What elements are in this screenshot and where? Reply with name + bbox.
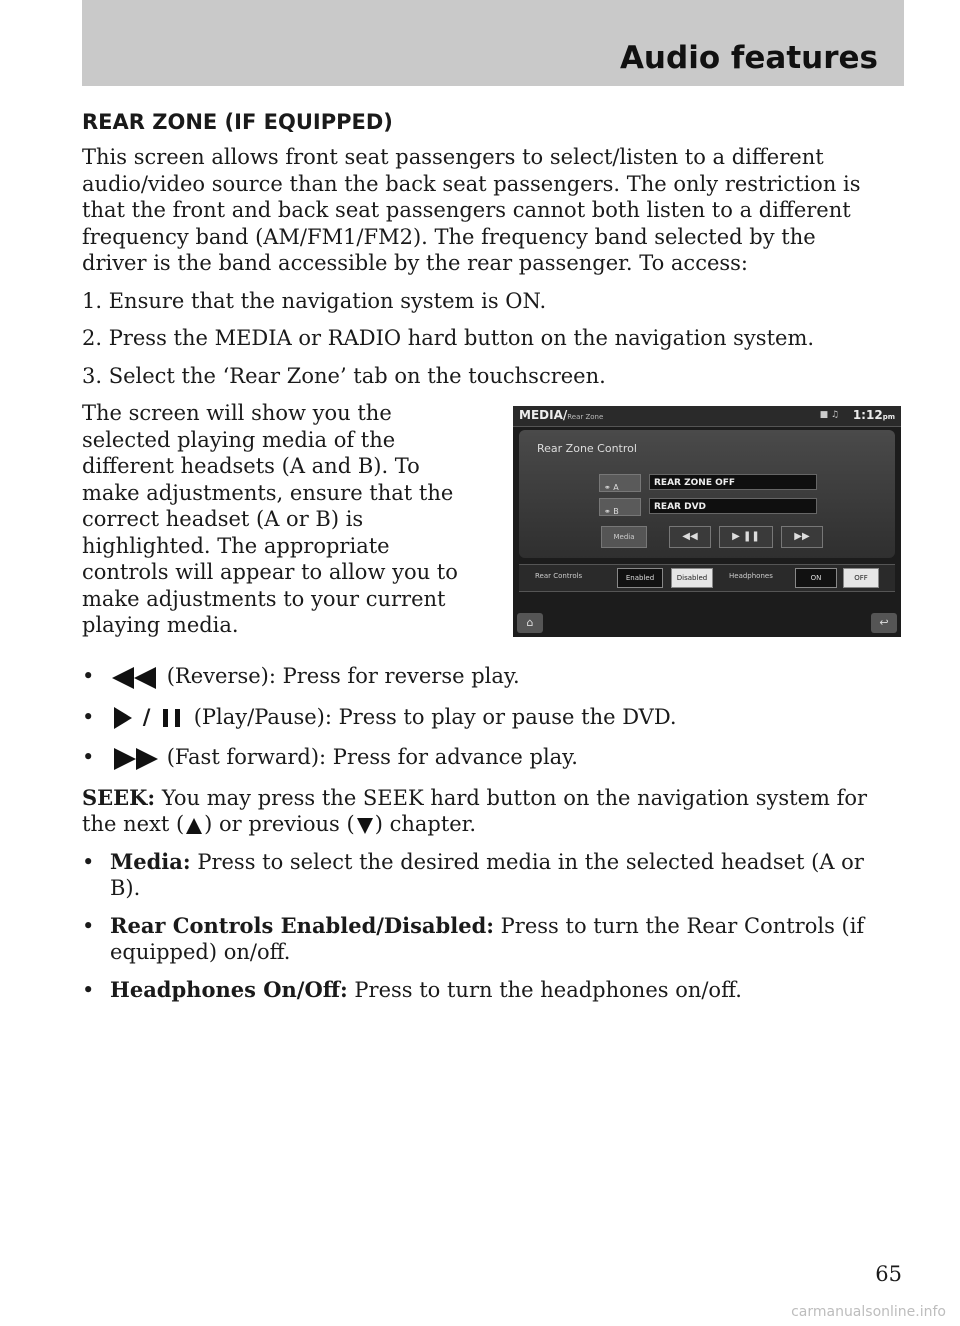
- step-1: 1. Ensure that the navigation system is ON.: [82, 288, 547, 313]
- seek-down-arrow-icon: [355, 816, 375, 836]
- seek-text-3: ) chapter.: [374, 812, 477, 836]
- rear-controls-label: Rear Controls: [535, 572, 583, 580]
- pause-icon: [157, 705, 187, 731]
- bullet-dot: •: [82, 913, 95, 938]
- headset-a-button: ⚭ A: [599, 474, 641, 492]
- screen-title-bar: [513, 406, 901, 427]
- footer-watermark: carmanualsonline.info: [791, 1304, 946, 1320]
- home-icon: ⌂: [517, 613, 543, 633]
- definition-text: Press to turn the Rear Controls (if equipped) on/off.: [110, 913, 865, 964]
- definition-term: Media:: [110, 848, 191, 874]
- definition-rear-controls: [82, 913, 882, 966]
- rear-zone-control-panel: [519, 430, 895, 558]
- screen-title: MEDIA/Rear Zone: [519, 408, 604, 422]
- headphones-off-button: OFF: [843, 568, 879, 588]
- bullet-play-pause: [82, 704, 882, 732]
- screen-reverse-button: ◀◀: [669, 526, 711, 548]
- disabled-button: Disabled: [671, 568, 713, 588]
- bullet-dot: •: [82, 704, 95, 729]
- seek-up-arrow-icon: [184, 816, 204, 836]
- rear-zone-touchscreen-image: [513, 406, 901, 637]
- reverse-description: (Reverse): Press for reverse play.: [166, 664, 520, 688]
- screen-description: The screen will show you the selected playing media of the different headsets (A and B). To make adjustments, ensure that the correct headset (A or B) is highlighted. The appropriate controls will appear to allow you to make adjustments to your current playing media.: [82, 401, 458, 637]
- screen-play-pause-button: ▶ ❚❚: [719, 526, 773, 548]
- seek-text-1: You may press the SEEK hard button on the navigation system for the next (: [82, 785, 868, 836]
- play-icon: [110, 705, 136, 731]
- play-pause-description: (Play/Pause): Press to play or pause the DVD.: [193, 704, 677, 729]
- bullet-dot: •: [82, 849, 95, 874]
- definition-text: Press to turn the headphones on/off.: [347, 977, 742, 1002]
- header-band: [82, 0, 904, 86]
- bullet-fast-forward: [82, 744, 882, 772]
- back-icon: ↩: [871, 613, 897, 633]
- panel-title: Rear Zone Control: [537, 442, 637, 455]
- fast-forward-icon: [110, 746, 160, 772]
- bullet-dot: •: [82, 745, 95, 769]
- screen-fast-forward-button: ▶▶: [781, 526, 823, 548]
- page-header-title: Audio features: [619, 40, 878, 76]
- seek-label: SEEK:: [82, 784, 156, 810]
- section-heading: REAR ZONE (IF EQUIPPED): [82, 110, 393, 134]
- page-number: 65: [875, 1262, 902, 1286]
- play-pause-separator: /: [142, 704, 151, 729]
- headphones-on-button: ON: [795, 568, 837, 588]
- step-3: 3. Select the ‘Rear Zone’ tab on the touchscreen.: [82, 363, 606, 388]
- screen-subtitle: Rear Zone: [567, 413, 604, 421]
- definition-headphones: [82, 977, 882, 1004]
- seek-text-2: ) or previous (: [204, 812, 355, 836]
- bullet-dot: •: [82, 977, 95, 1002]
- definition-text: Press to select the desired media in the selected headset (A or B).: [110, 849, 864, 900]
- status-icons: ■ ♫: [819, 410, 839, 420]
- definition-term: Headphones On/Off:: [110, 976, 348, 1002]
- screen-bottom-controls: [519, 564, 895, 592]
- headset-b-source: REAR DVD: [649, 498, 817, 514]
- step-2: 2. Press the MEDIA or RADIO hard button on the navigation system.: [82, 326, 815, 350]
- fast-forward-description: (Fast forward): Press for advance play.: [166, 745, 578, 769]
- headphones-label: Headphones: [729, 572, 773, 580]
- definition-media: [82, 849, 882, 902]
- enabled-button: Enabled: [617, 568, 663, 588]
- reverse-icon: [110, 665, 160, 691]
- intro-paragraph: This screen allows front seat passengers to select/listen to a different audio/video source than the back seat passengers. The only restriction is that the front and back seat passengers cannot both listen to a different frequency band (AM/FM1/FM2). The frequency band selected by the driver is the band accessible by the rear passenger. To access:: [82, 145, 861, 275]
- headset-b-button: ⚭ B: [599, 498, 641, 516]
- seek-paragraph: [82, 785, 882, 838]
- media-button: Media: [601, 526, 647, 548]
- bullet-reverse: [82, 663, 882, 691]
- definition-term: Rear Controls Enabled/Disabled:: [110, 912, 494, 938]
- bullet-dot: •: [82, 664, 95, 688]
- screen-clock: 1:12pm: [852, 408, 895, 422]
- headset-a-source: REAR ZONE OFF: [649, 474, 817, 490]
